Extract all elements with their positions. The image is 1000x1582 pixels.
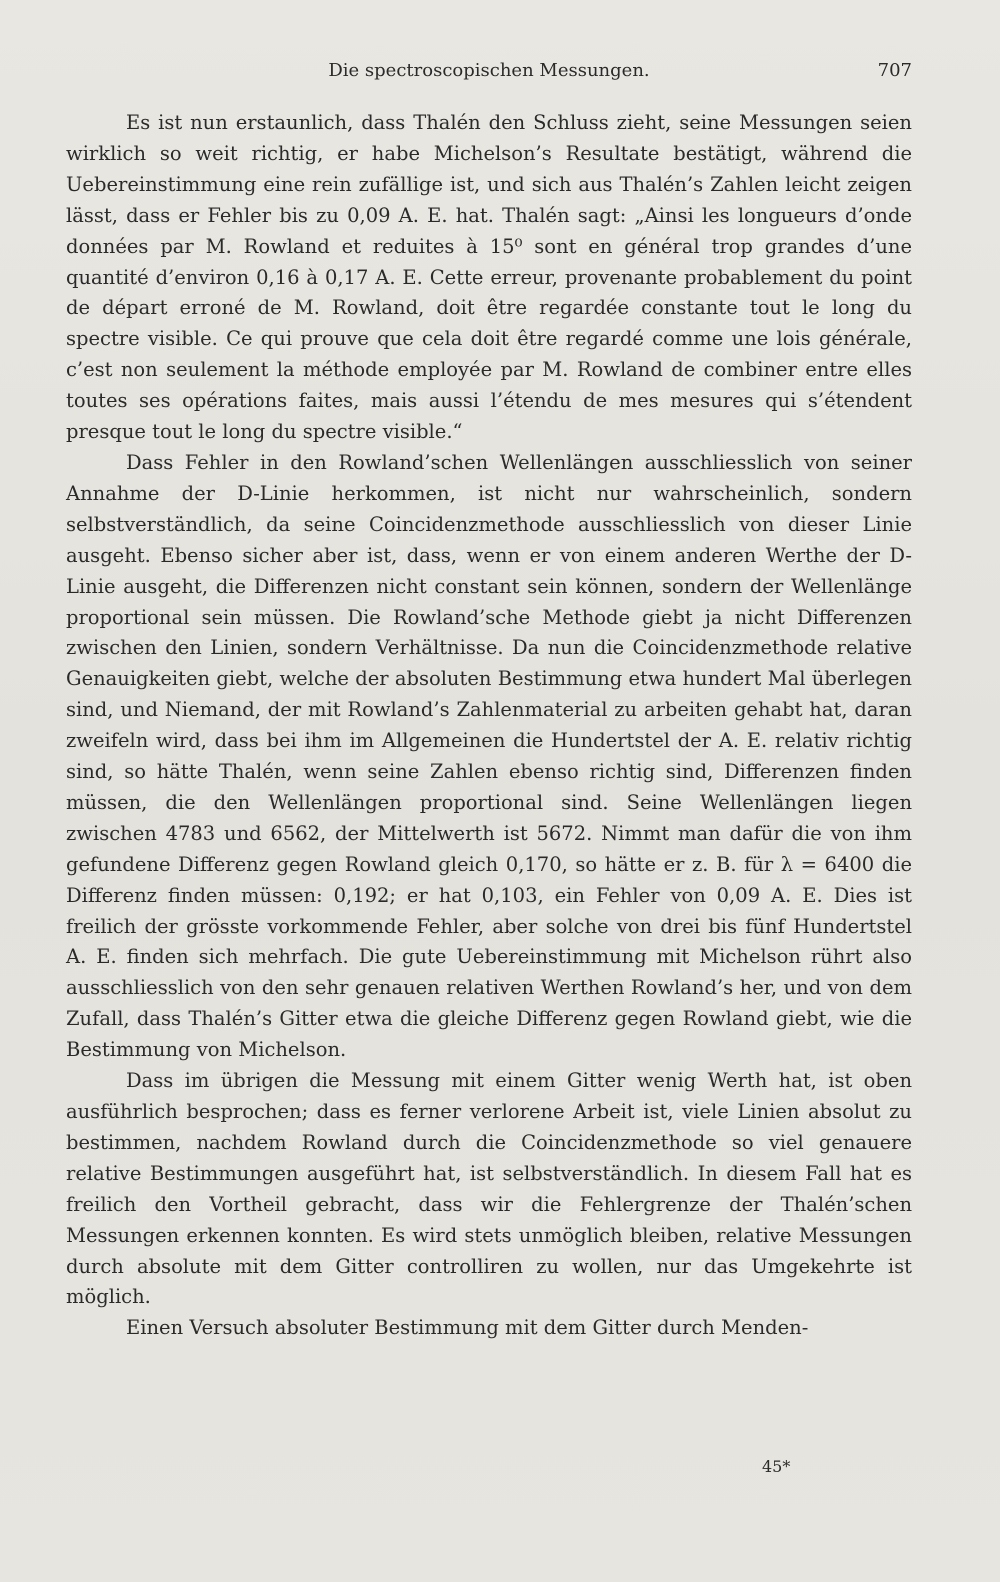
paragraph: Dass Fehler in den Rowland’schen Wellenlängen ausschliesslich von seiner Annahme der D-Linie herkommen, ist nicht nur wahrscheinlich, sondern selbstverständlich, da seine Coincidenzmethode ausschliesslich von dieser Linie ausgeht. Ebenso sicher aber ist, dass, wenn er von einem anderen Werthe der D-Linie ausgeht, die Differenzen nicht constant sein können, sondern der Wellenlänge proportional sein müssen. Die Rowland’sche Methode giebt ja nicht Differenzen zwischen den Linien, sondern Verhältnisse. Da nun die Coincidenzmethode relative Genauigkeiten giebt, welche der absoluten Bestimmung etwa hundert Mal überlegen sind, und Niemand, der mit Rowland’s Zahlenmaterial zu arbeiten gehabt hat, daran zweifeln wird, dass bei ihm im Allgemeinen die Hundertstel der A. E. relativ richtig sind, so hätte Thalén, wenn seine Zahlen ebenso richtig sind, Differenzen finden müssen, die den Wellenlängen proportional sind. Seine Wellenlängen liegen zwischen 4783 und 6562, der Mittelwerth ist 5672. Nimmt man dafür die von ihm gefundene Differenz gegen Rowland gleich 0,170, so hätte er z. B. für λ = 6400 die Differenz finden müssen: 0,192; er hat 0,103, ein Fehler von 0,09 A. E. Dies ist freilich der grösste vorkommende Fehler, aber solche von drei bis fünf Hundertstel A. E. finden sich mehrfach. Die gute Uebereinstimmung mit Michelson rührt also ausschliesslich von den sehr genauen relativen Werthen Rowland’s her, und von dem Zufall, dass Thalén’s Gitter etwa die gleiche Differenz gegen Rowland giebt, wie die Bestimmung von Michelson. — [66, 450, 912, 1062]
paragraph: Dass im übrigen die Messung mit einem Gitter wenig Werth hat, ist oben ausführlich besprochen; dass es ferner verlorene Arbeit ist, viele Linien absolut zu bestimmen, nachdem Rowland durch die Coincidenzmethode so viel genauere relative Bestimmungen ausgeführt hat, ist selbstverständlich. In diesem Fall hat es freilich den Vortheil gebracht, dass wir die Fehlergrenze der Thalén’schen Messungen erkennen konnten. Es wird stets unmöglich bleiben, relative Messungen durch absolute mit dem Gitter controlliren zu wollen, nur das Umgekehrte ist möglich. — [66, 1069, 912, 1309]
paragraph: Einen Versuch absoluter Bestimmung mit dem Gitter durch Menden- — [126, 1316, 809, 1340]
paragraph: Es ist nun erstaunlich, dass Thalén den Schluss zieht, seine Messungen seien wirklich so weit richtig, er habe Michelson’s Resultate bestätigt, während die Uebereinstimmung eine rein zufällige ist, und sich aus Thalén’s Zahlen leicht zeigen lässt, dass er Fehler bis zu 0,09 A. E. hat. Thalén sagt: „Ainsi les longueurs d’onde données par M. Rowland et reduites à 15⁰ sont en général trop grandes d’une quantité d’environ 0,16 à 0,17 A. E. Cette erreur, provenante probablement du point de départ erroné de M. Rowland, doit être regardée constante tout le long du spectre visible. Ce qui prouve que cela doit être regardé comme une lois générale, c’est non seulement la méthode employée par M. Rowland de combiner entre elles toutes ses opérations faites, mais aussi l’étendu de mes mesures qui s’étendent presque tout le long du spectre visible.“ — [66, 111, 912, 444]
signature-mark: 45* — [762, 1457, 791, 1476]
body-text — [66, 108, 912, 1344]
page-number: 707 — [877, 60, 912, 81]
page-header — [66, 60, 912, 86]
running-title: Die spectroscopischen Messungen. — [328, 60, 650, 81]
